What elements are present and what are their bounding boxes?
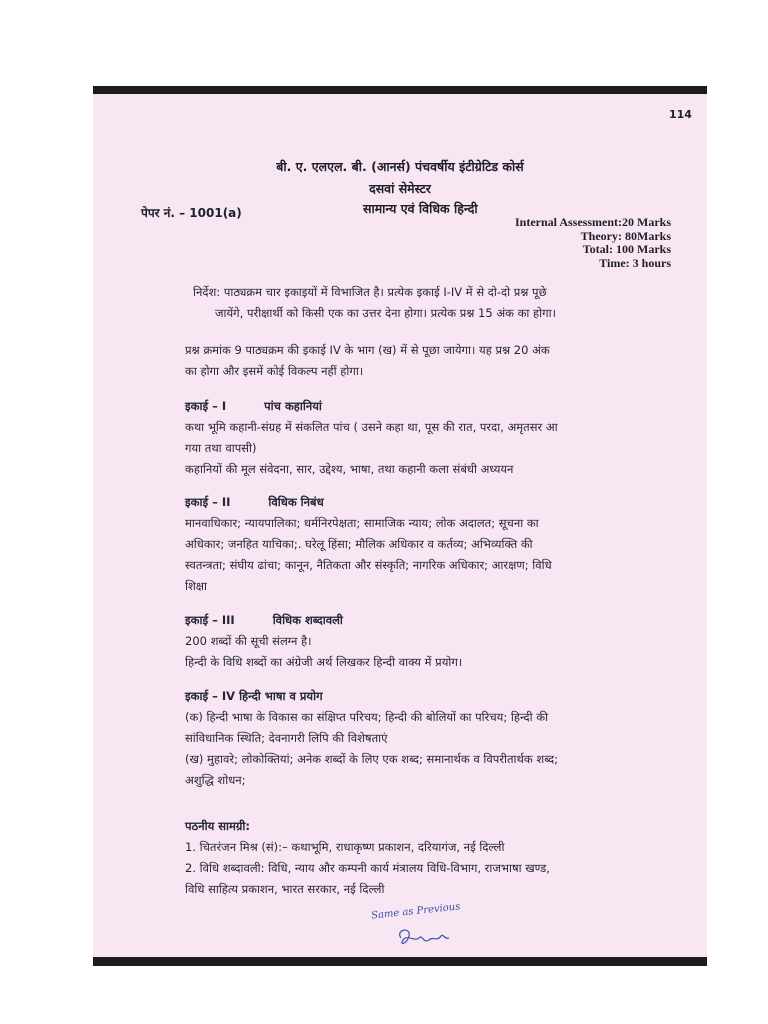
unit-title: पांच कहानियां bbox=[264, 399, 322, 413]
signature-icon bbox=[393, 924, 453, 950]
unit-1 bbox=[185, 396, 685, 480]
unit-line: अधिकार; जनहित याचिका;. घरेलू हिंसा; मौलिक अधिकार व कर्तव्य; अभिव्यक्ति की bbox=[185, 537, 533, 551]
unit-label: इकाई – II bbox=[185, 495, 231, 509]
reading-heading: पठनीय सामग्री: bbox=[185, 819, 250, 833]
unit-line: शिक्षा bbox=[185, 579, 208, 593]
unit-3 bbox=[185, 610, 685, 673]
unit-line: कहानियों की मूल संवेदना, सार, उद्देश्य, भाषा, तथा कहानी कला संबंधी अध्ययन bbox=[185, 462, 514, 476]
unit-4 bbox=[185, 686, 685, 791]
handwritten-note: Same as Previous bbox=[370, 901, 461, 922]
unit-label: इकाई – III bbox=[185, 613, 235, 627]
internal-marks: Internal Assessment:20 Marks bbox=[515, 215, 671, 229]
unit-line: गया तथा वापसी) bbox=[185, 441, 257, 455]
instructions-line: जायेंगे, परीक्षार्थी को किसी एक का उत्तर देना होगा। प्रत्येक प्रश्न 15 अंक का होगा। bbox=[215, 306, 556, 320]
instructions-para-2 bbox=[185, 340, 685, 382]
page-number: 114 bbox=[669, 108, 692, 121]
unit-title: विधिक निबंध bbox=[268, 495, 324, 509]
scan-border-bottom bbox=[93, 957, 707, 966]
unit-line: मानवाधिकार; न्यायपालिका; धर्मनिरपेक्षता; सामाजिक न्याय; लोक अदालत; सूचना का bbox=[185, 516, 539, 530]
unit-line: स्वतन्त्रता; संघीय ढांचा; कानून, नैतिकता और संस्कृति; नागरिक अधिकार; आरक्षण; विधि bbox=[185, 558, 552, 572]
theory-marks: Theory: 80Marks bbox=[580, 228, 671, 243]
instructions-line: का होगा और इसमें कोई विकल्प नहीं होगा। bbox=[185, 364, 364, 378]
unit-title: हिन्दी भाषा व प्रयोग bbox=[239, 689, 323, 703]
reading-line: 2. विधि शब्दावली: विधि, न्याय और कम्पनी कार्य मंत्रालय विधि-विभाग, राजभाषा खण्ड, bbox=[185, 861, 550, 875]
subject-title: सामान्य एवं विधिक हिन्दी bbox=[363, 201, 478, 216]
instructions-para-1 bbox=[193, 282, 693, 324]
unit-line: (क) हिन्दी भाषा के विकास का संक्षिप्त परिचय; हिन्दी की बोलियों का परिचय; हिन्दी की bbox=[185, 710, 549, 724]
semester-title: दसवां सेमेस्टर bbox=[369, 181, 431, 196]
total-marks: Total: 100 Marks bbox=[582, 242, 671, 256]
time-allowed: Time: 3 hours bbox=[599, 255, 671, 270]
unit-line: कथा भूमि कहानी-संग्रह में संकलित पांच ( उसने कहा था, पूस की रात, परदा, अमृतसर आ bbox=[185, 420, 558, 434]
document-page bbox=[93, 94, 707, 957]
unit-line: सांविधानिक स्थिति; देवनागरी लिपि की विशेषताएं bbox=[185, 731, 388, 745]
unit-line: अशुद्धि शोधन; bbox=[185, 773, 246, 787]
reading-material bbox=[185, 816, 685, 900]
unit-line: (ख) मुहावरे; लोकोक्तियां; अनेक शब्दों के लिए एक शब्द; समानार्थक व विपरीतार्थक शब्द; bbox=[185, 752, 559, 766]
unit-line: 200 शब्दों की सूची संलग्न है। bbox=[185, 634, 312, 648]
unit-2 bbox=[185, 492, 685, 597]
paper-number: पेपर नं. – 1001(a) bbox=[141, 206, 242, 220]
unit-label: इकाई – I bbox=[185, 399, 227, 413]
instructions-line: प्रश्न क्रमांक 9 पाठ्यक्रम की इकाई IV के भाग (ख) में से पूछा जायेगा। यह प्रश्न 20 अंक bbox=[185, 343, 550, 357]
unit-title: विधिक शब्दावली bbox=[272, 613, 343, 627]
reading-line: 1. चितरंजन मिश्र (सं):– कथाभूमि, राधाकृष्ण प्रकाशन, दरियागंज, नई दिल्ली bbox=[185, 840, 505, 854]
unit-line: हिन्दी के विधि शब्दों का अंग्रेजी अर्थ लिखकर हिन्दी वाक्य में प्रयोग। bbox=[185, 655, 463, 669]
scan-border-top bbox=[93, 86, 707, 94]
instructions-line: निर्देश: पाठ्यक्रम चार इकाइयों में विभाजित है। प्रत्येक इकाई I-IV में से दो-दो प्रश्न पूछे bbox=[193, 285, 547, 299]
course-title: बी. ए. एलएल. बी. (आनर्स) पंचवर्षीय इंटीग्रेटिड कोर्स bbox=[276, 159, 524, 174]
marks-block bbox=[515, 216, 671, 270]
unit-label: इकाई – IV bbox=[185, 689, 236, 703]
reading-line: विधि साहित्य प्रकाशन, भारत सरकार, नई दिल्ली bbox=[185, 882, 385, 896]
